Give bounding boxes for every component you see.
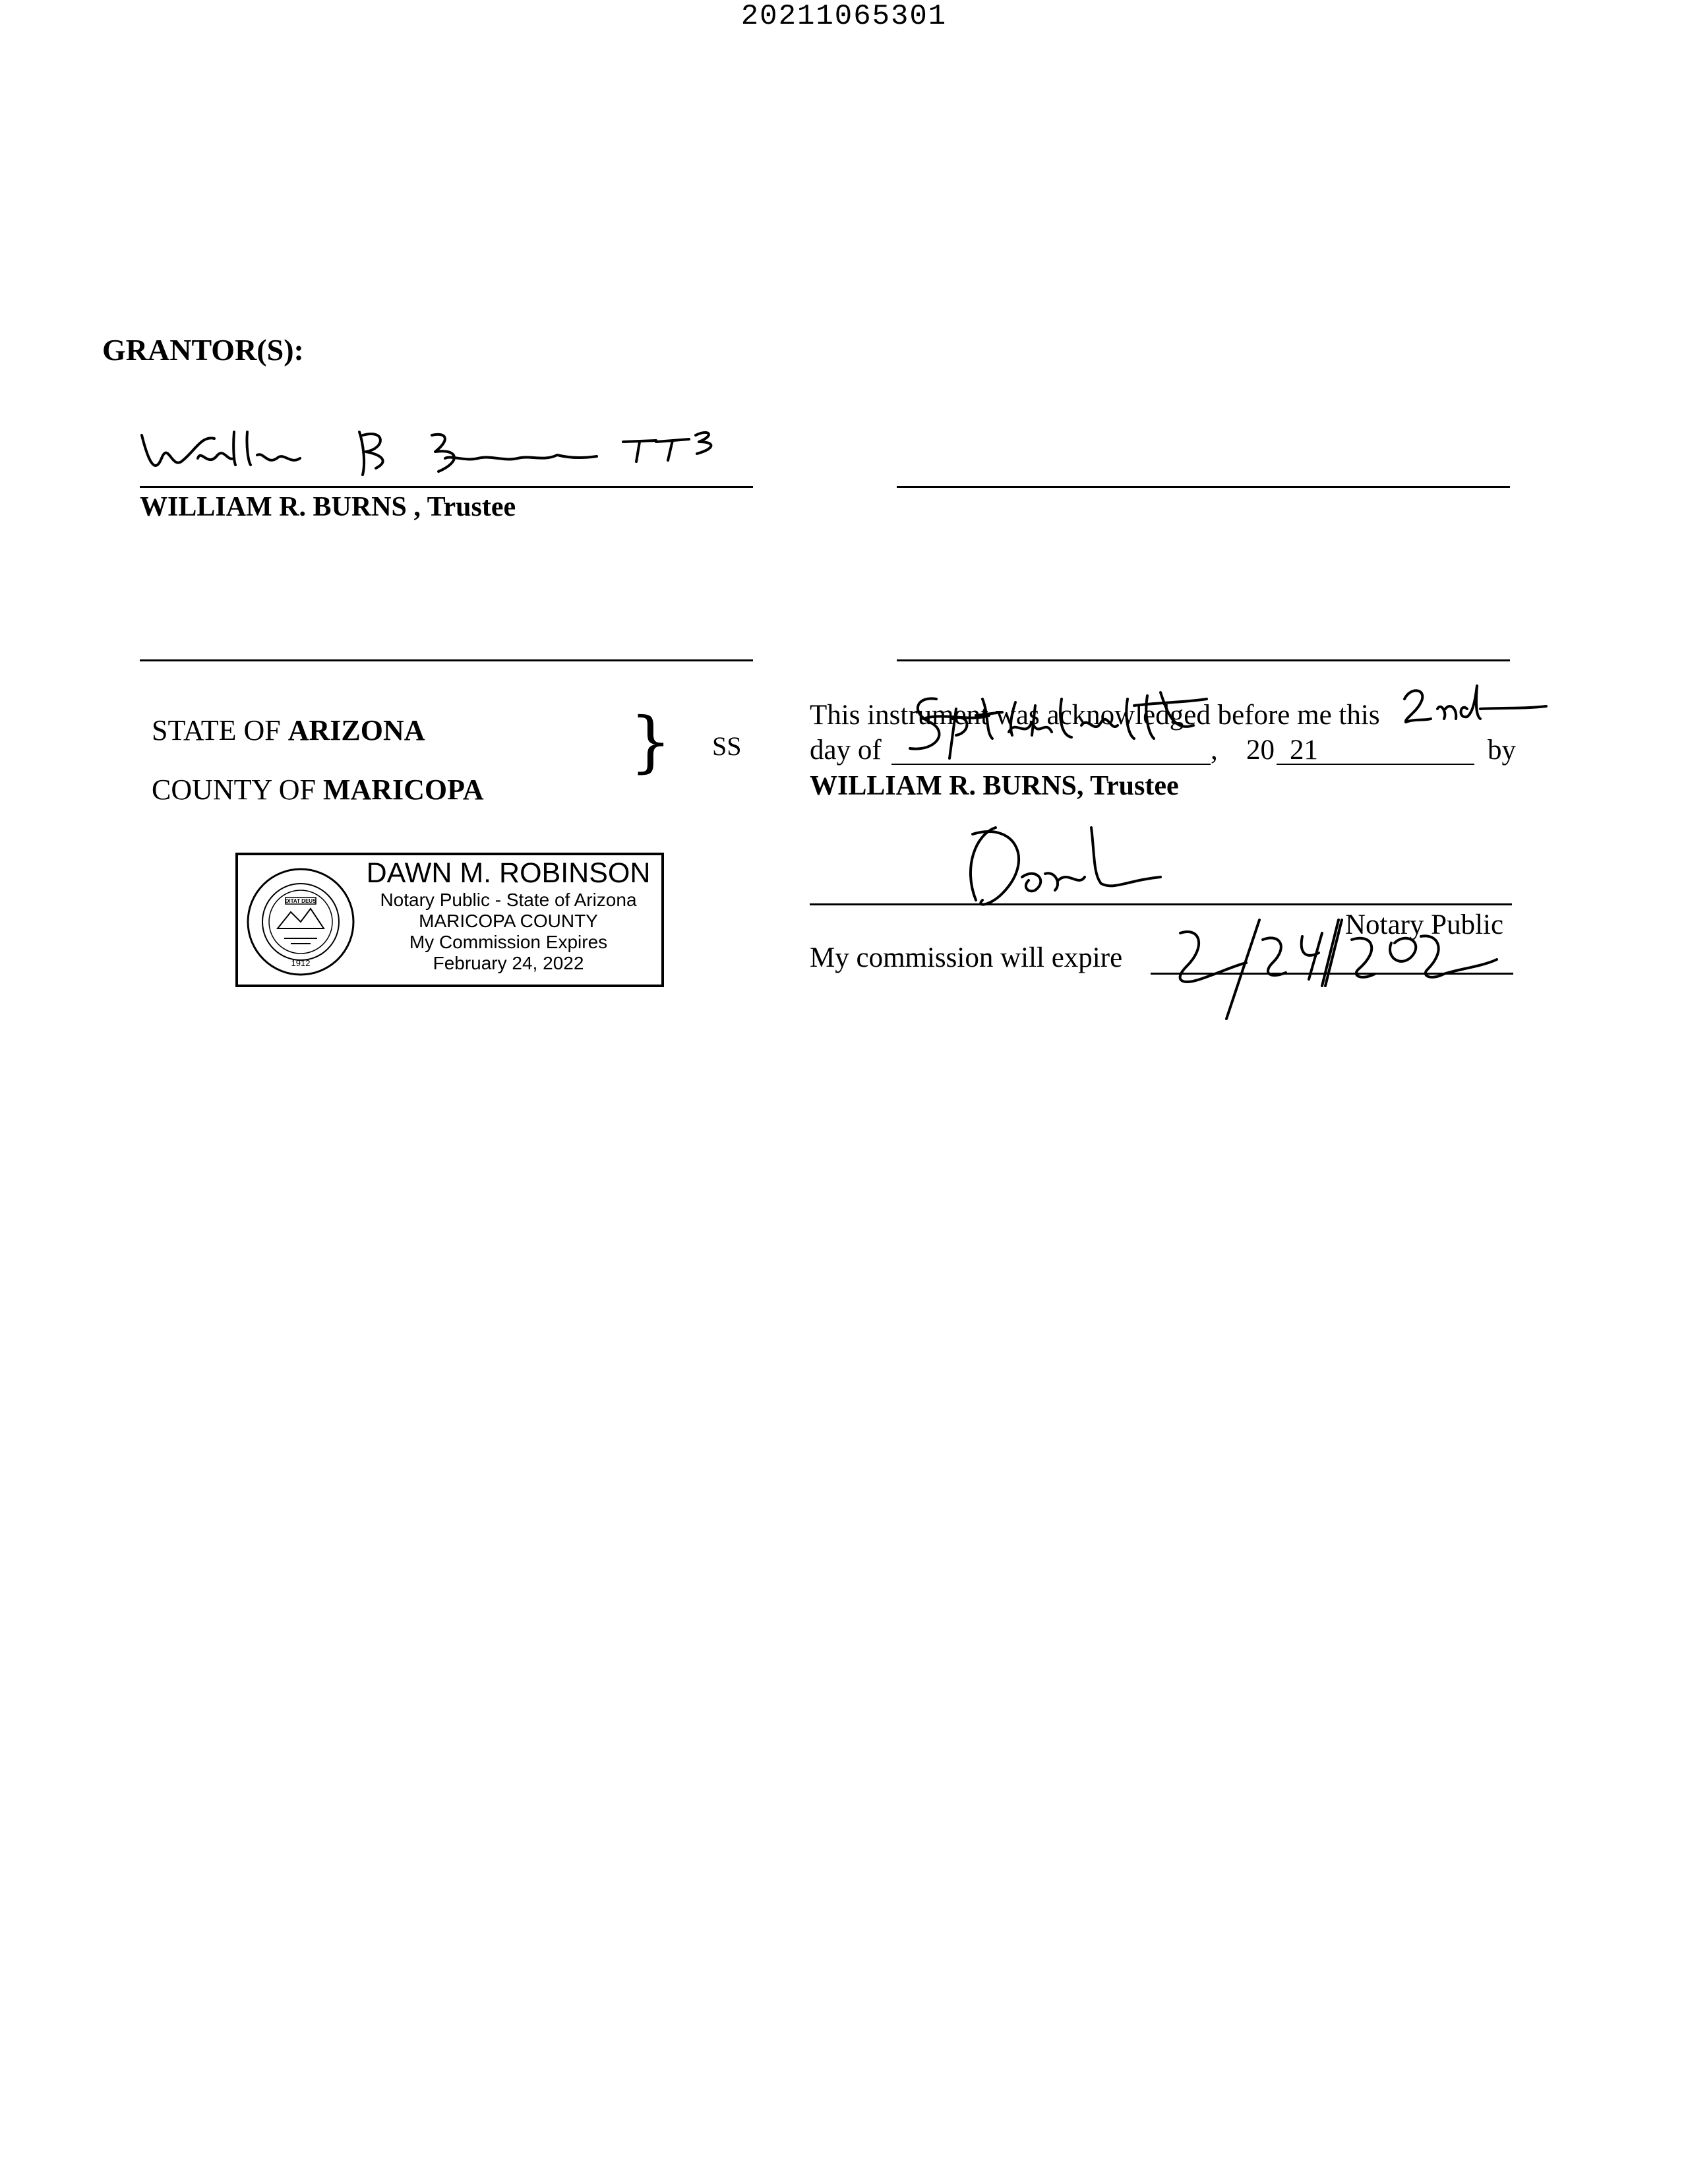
document-number: 20211065301 (740, 0, 948, 33)
handwriting-overlap (917, 699, 1154, 739)
state-line (152, 713, 425, 747)
notary-signature-line (810, 903, 1512, 905)
state-name: ARIZONA (287, 714, 425, 746)
acknowledgment-name: WILLIAM R. BURNS, Trustee (810, 771, 1179, 801)
commission-label: My commission will expire (810, 942, 1123, 973)
notary-stamp (235, 853, 664, 987)
trustee-name (140, 491, 516, 523)
grantor-heading: GRANTOR(S): (102, 333, 304, 367)
county-name: MARICOPA (322, 774, 484, 806)
grantor-signature-line (140, 486, 753, 488)
state-prefix: STATE OF (152, 714, 288, 746)
ss-label: SS (712, 731, 742, 761)
acknowledgment-line-1: This instrument was acknowledged before me this (810, 700, 1380, 731)
acknowledgment-century: 20 (1246, 735, 1275, 766)
county-line (152, 773, 484, 806)
acknowledgment-comma: , (1211, 735, 1218, 766)
acknowledgment-day-prefix: day of (810, 735, 882, 766)
trustee-name-text: WILLIAM R. BURNS (140, 492, 407, 522)
grantor-signature (135, 422, 729, 488)
seal-motto: DITAT DEUS (285, 898, 316, 904)
handwritten-day (1398, 682, 1550, 735)
stamp-line-2: Notary Public - State of Arizona (380, 890, 637, 910)
county-prefix: COUNTY OF (152, 774, 323, 806)
year-blank-line (1277, 764, 1474, 765)
blank-signature-line-2 (897, 486, 1510, 488)
acknowledgment-by: by (1488, 735, 1516, 766)
stamp-line-5: February 24, 2022 (433, 953, 584, 973)
acknowledgment-year: 21 (1290, 735, 1318, 766)
stamp-line-4: My Commission Expires (409, 932, 608, 952)
blank-signature-line-3 (140, 659, 753, 661)
notary-title: Notary Public (1345, 909, 1504, 940)
notary-signature (936, 814, 1187, 926)
seal-year: 1912 (291, 958, 311, 968)
venue-brace: } (630, 703, 672, 780)
handwritten-commission-date (1160, 907, 1503, 1025)
blank-signature-line-4 (897, 659, 1510, 661)
state-seal-icon (245, 866, 357, 978)
stamp-line-3: MARICOPA COUNTY (419, 911, 598, 931)
stamp-notary-name: DAWN M. ROBINSON (366, 857, 651, 889)
trustee-suffix: , Trustee (406, 492, 516, 522)
stamp-text-block (363, 857, 653, 974)
